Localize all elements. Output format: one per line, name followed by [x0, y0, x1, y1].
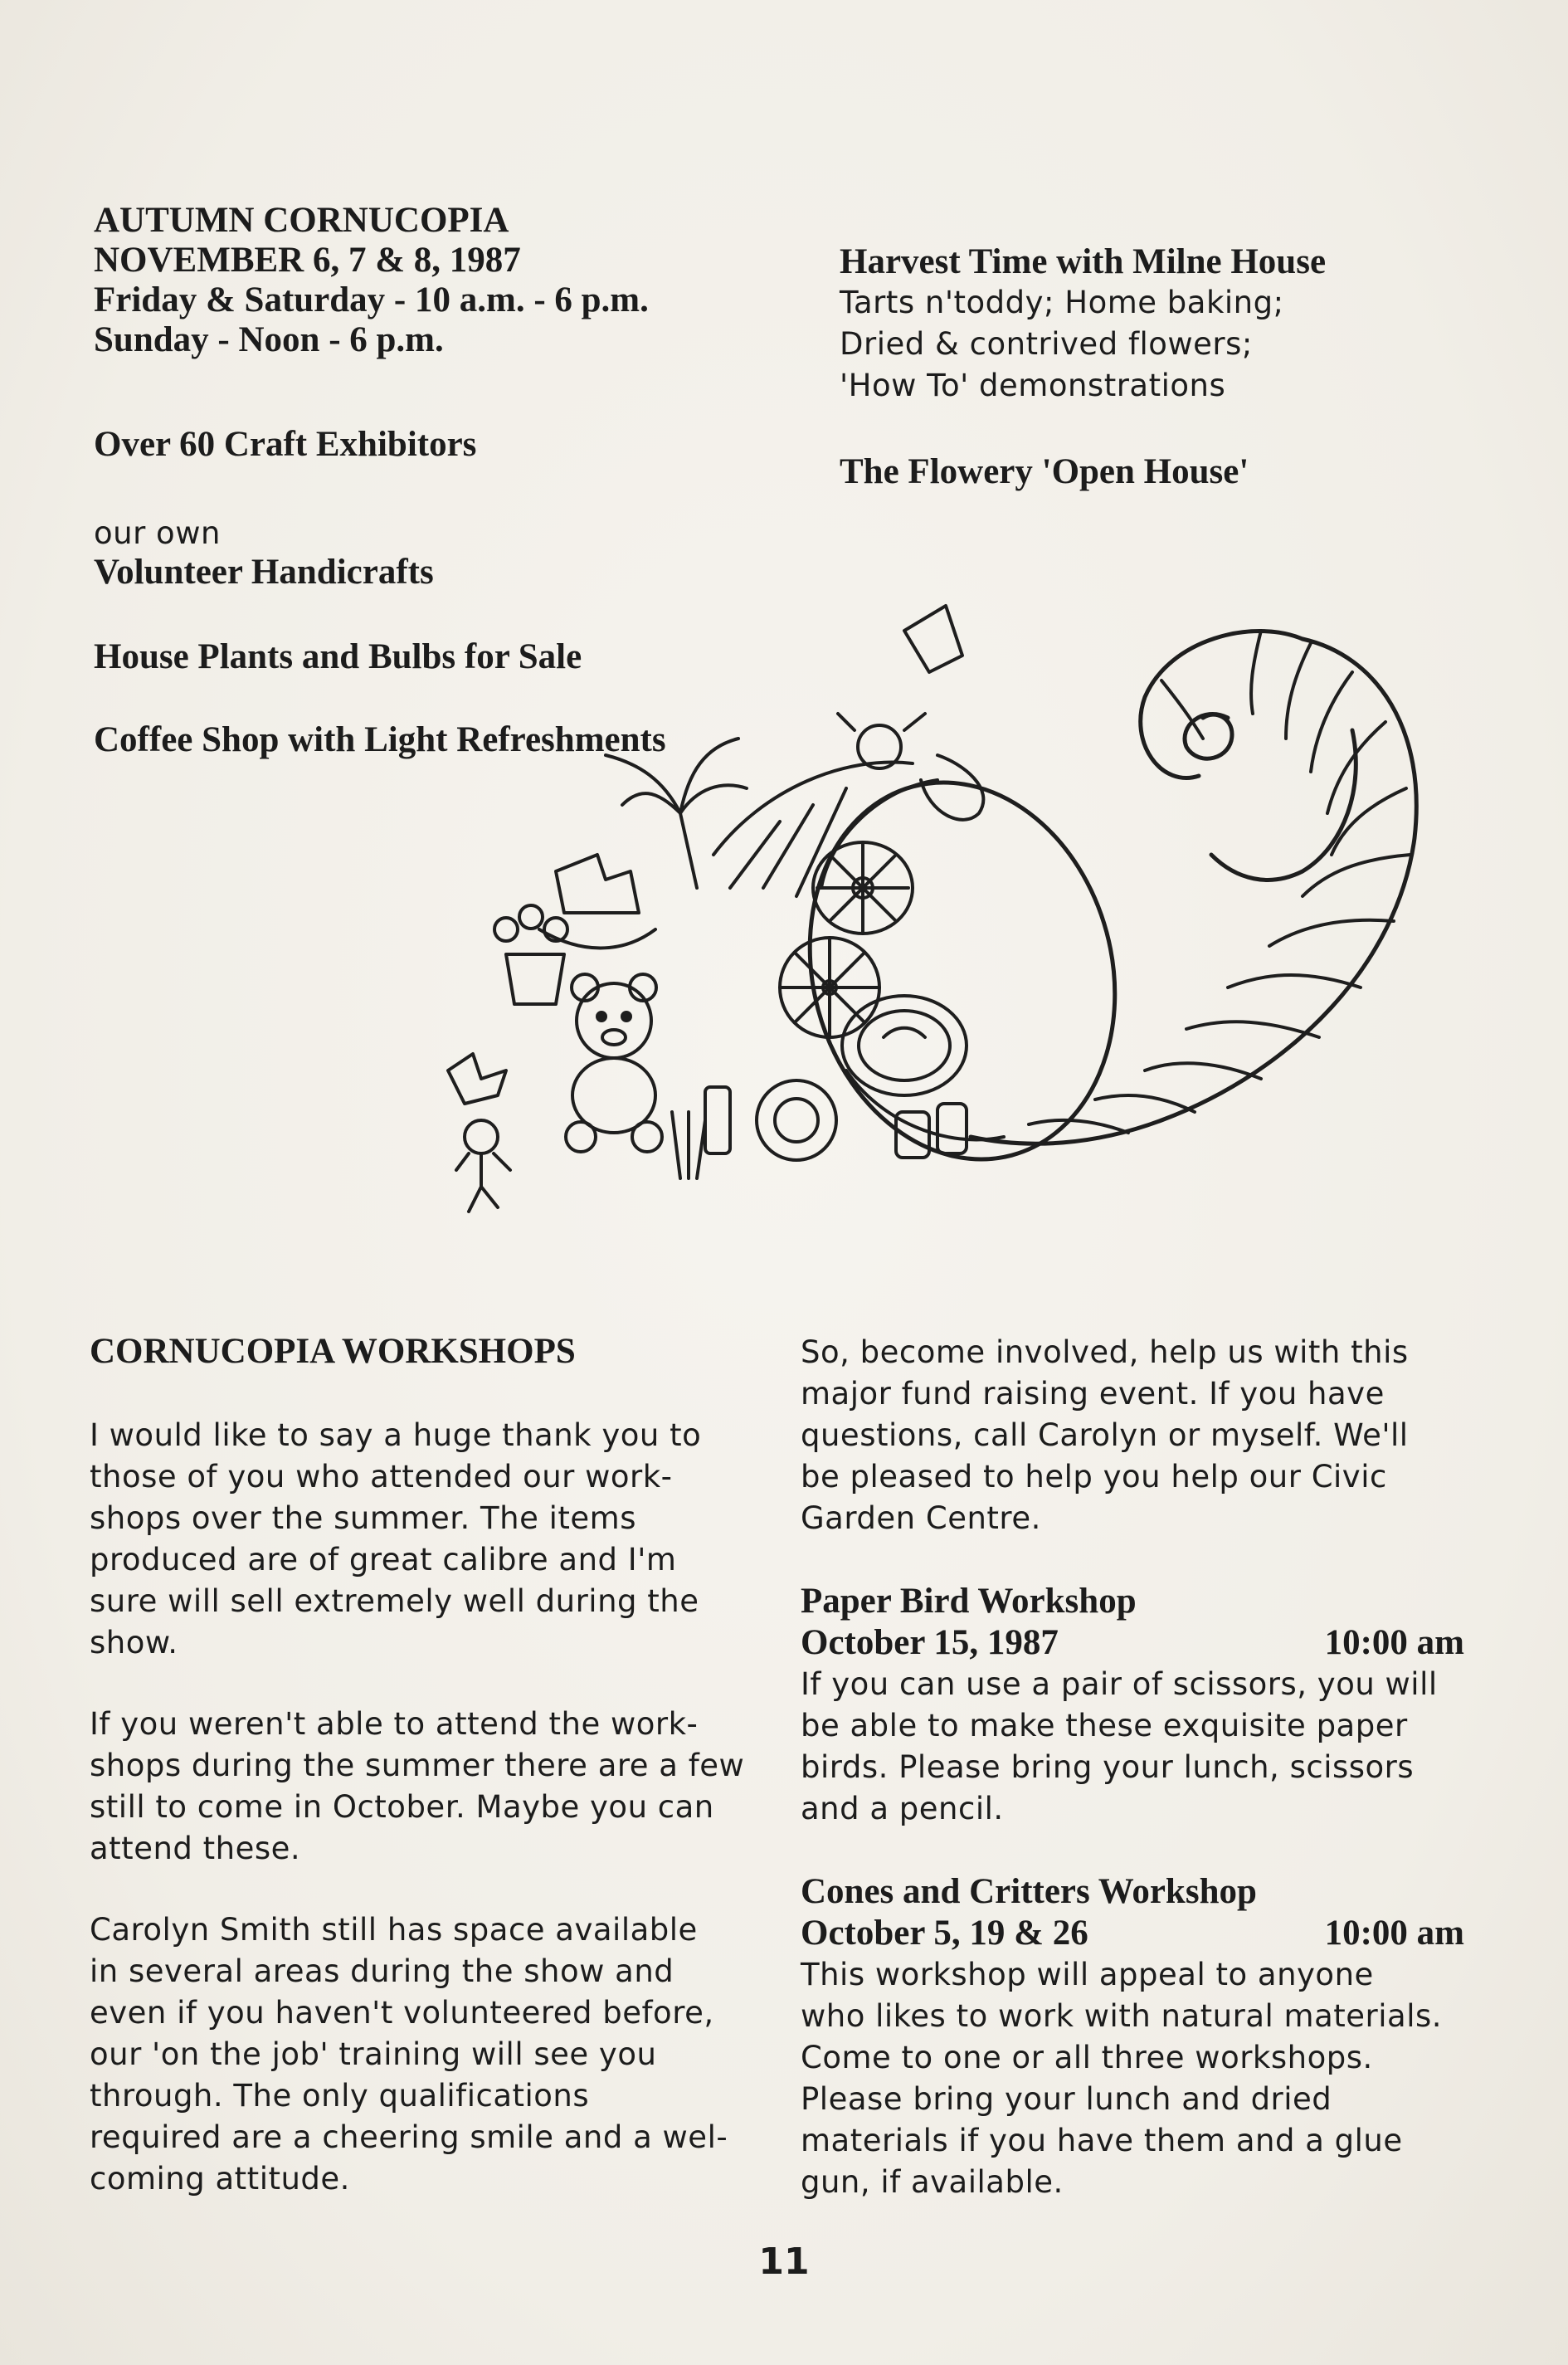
- paragraph-line: coming attitude.: [90, 2161, 350, 2197]
- workshops-heading: CORNUCOPIA WORKSHOPS: [90, 1332, 576, 1371]
- paragraph-line: questions, call Carolyn or myself. We'll: [801, 1417, 1409, 1453]
- paragraph-line: birds. Please bring your lunch, scissors: [801, 1749, 1415, 1785]
- harvest-line: 'How To' demonstrations: [840, 368, 1226, 403]
- paragraph-line: in several areas during the show and: [90, 1953, 674, 1989]
- holly-drawing: [448, 1054, 506, 1104]
- harvest-section: [840, 242, 1420, 407]
- spinning-wheel-drawing: [780, 938, 879, 1037]
- horn-mouth-rope: [821, 780, 1004, 1139]
- rocking-horse-drawing: [539, 855, 655, 948]
- feature-exhibitors: Over 60 Craft Exhibitors: [94, 425, 477, 464]
- paper-bird-time: 10:00 am: [1324, 1623, 1464, 1662]
- paragraph-line: be pleased to help you help our Civic: [801, 1459, 1387, 1495]
- paragraph-line: materials if you have them and a glue: [801, 2123, 1403, 2158]
- paragraph-line: shops over the summer. The items: [90, 1500, 637, 1536]
- feature-plants: House Plants and Bulbs for Sale: [94, 637, 582, 676]
- paragraph-line: sure will sell extremely well during the: [90, 1583, 699, 1619]
- paragraph-line: our 'on the job' training will see you: [90, 2036, 657, 2072]
- paragraph-line: Carolyn Smith still has space available: [90, 1912, 698, 1948]
- paragraph-line: be able to make these exquisite paper: [801, 1708, 1408, 1743]
- event-dates: NOVEMBER 6, 7 & 8, 1987: [94, 241, 521, 280]
- paragraph-line: show.: [90, 1625, 178, 1660]
- workshops-paragraph-3: [90, 1909, 749, 2200]
- paragraph-line: attend these.: [90, 1831, 301, 1866]
- paragraph-line: This workshop will appeal to anyone: [801, 1957, 1374, 1992]
- paragraph-line: produced are of great calibre and I'm: [90, 1542, 677, 1577]
- teddy-bear-drawing: [566, 974, 662, 1152]
- cones-title: Cones and Critters Workshop: [801, 1872, 1257, 1911]
- cones-description: [801, 1954, 1464, 2203]
- workshops-paragraph-2: [90, 1704, 749, 1870]
- plate-drawing: [842, 996, 967, 1095]
- page-number: 11: [758, 2241, 810, 2283]
- paper-bird-schedule: [801, 1622, 1464, 1664]
- paragraph-line: through. The only qualifications: [90, 2078, 590, 2114]
- feature-coffee: Coffee Shop with Light Refreshments: [94, 720, 666, 759]
- paper-bird-date: October 15, 1987: [801, 1623, 1059, 1662]
- paragraph-line: shops during the summer there are a few: [90, 1748, 745, 1783]
- cones-date: October 5, 19 & 26: [801, 1914, 1088, 1953]
- flower-pot-drawing: [494, 905, 567, 1004]
- feature-volunteer: Volunteer Handicrafts: [94, 553, 434, 592]
- paper-bird-workshop: [801, 1581, 1464, 1830]
- cones-time: 10:00 am: [1324, 1914, 1464, 1953]
- flowery-open-house: The Flowery 'Open House': [840, 452, 1249, 491]
- cones-critters-workshop: [801, 1871, 1464, 2203]
- harvest-line: Dried & contrived flowers;: [840, 326, 1253, 362]
- horn-inner2: [1211, 730, 1356, 880]
- paragraph-line: still to come in October. Maybe you can: [90, 1789, 714, 1825]
- paragraph-line: Please bring your lunch and dried: [801, 2081, 1332, 2117]
- paragraph-line: those of you who attended our work-: [90, 1459, 673, 1495]
- gingerbread-drawing: [456, 1120, 510, 1212]
- paragraph-line: If you can use a pair of scissors, you will: [801, 1666, 1438, 1702]
- event-title: AUTUMN CORNUCOPIA: [94, 201, 509, 240]
- cones-schedule: [801, 1913, 1464, 1954]
- workshops-paragraph-1: [90, 1415, 749, 1664]
- feature-our-own: our own: [94, 515, 221, 551]
- harvest-title: Harvest Time with Milne House: [840, 242, 1327, 281]
- workshops-right-column: [801, 1332, 1464, 2203]
- workshops-intro: [801, 1332, 1464, 1539]
- paragraph-line: I would like to say a huge thank you to: [90, 1417, 702, 1453]
- paragraph-line: even if you haven't volunteered before,: [90, 1995, 714, 2031]
- paragraph-line: Garden Centre.: [801, 1500, 1041, 1536]
- horn-mouth: [769, 748, 1157, 1194]
- paper-bird-description: [801, 1664, 1464, 1830]
- paragraph-line: major fund raising event. If you have: [801, 1376, 1385, 1412]
- workshops-left-column: [90, 1332, 749, 2200]
- paragraph-line: who likes to work with natural materials.: [801, 1998, 1443, 2034]
- paragraph-line: and a pencil.: [801, 1791, 1004, 1826]
- paragraph-line: gun, if available.: [801, 2164, 1064, 2200]
- cornucopia-illustration: [431, 539, 1460, 1228]
- paragraph-line: Come to one or all three workshops.: [801, 2040, 1373, 2075]
- wreath-drawing: [757, 1080, 836, 1160]
- harvest-line: Tarts n'toddy; Home baking;: [840, 285, 1284, 320]
- paragraph-line: So, become involved, help us with this: [801, 1334, 1409, 1370]
- paragraph-line: If you weren't able to attend the work-: [90, 1706, 699, 1742]
- event-hours-weekday: Friday & Saturday - 10 a.m. - 6 p.m.: [94, 280, 649, 319]
- fronds: [606, 739, 747, 888]
- paragraph-line: required are a cheering smile and a wel-: [90, 2119, 728, 2155]
- jars-drawing: [672, 1087, 967, 1178]
- event-hours-sunday: Sunday - Noon - 6 p.m.: [94, 320, 444, 359]
- paper-bird-title: Paper Bird Workshop: [801, 1582, 1137, 1621]
- event-info: [94, 201, 649, 360]
- horn-outline: [971, 639, 1416, 1143]
